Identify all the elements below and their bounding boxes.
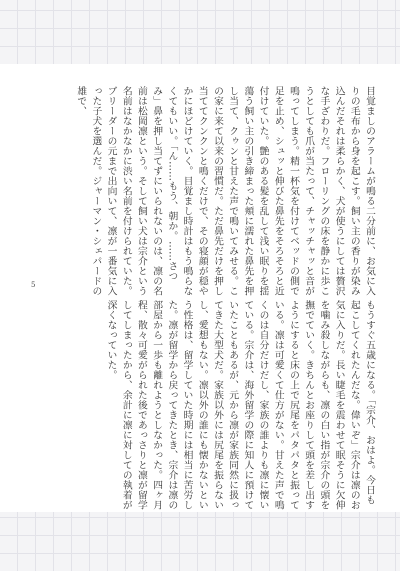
page-number: 5: [31, 281, 36, 289]
lower-text-block: もうすぐ五歳になる。「宗介、おはよ。今日も起こしてくれたんだな。偉いぞ」宗介は凛のお気に入りだ。長い睫毛を震わせて眠そうに欠伸を噛み殺しながらも、凛の白い指が宗介の頭を撫でていく。きちんとお座りして頭を差し出すようにすると床の上で尻尾をパタパタと振っている。凛は可愛くて仕方がない。甘えた声で鳴くのは自分だけだし、家族の誰よりも凛に懐いている。宗介は、海外留学の際に知人に預けていたこともあるが、元から凛が家族同然に扱ってきた大型犬だ。家族以外には尻尾を振らないし、愛想もない。凛以外の誰にも懐かないという性格は、留学していた時期には相当に苦労した。凛が留学から戻ってきたとき、宗介は凛の部屋から一歩も離れようとしなかった。四ヶ月程、散々可愛がられた後であっさりと凛が留学してしまったから、余計に凛に対しての執着が深くなっていた。: [105, 300, 375, 510]
top-grid-border: [0, 0, 400, 64]
upper-text-block: 目覚ましのアラームが鳴る二分前に、お気に入りの毛布から身を起こす。飼い主の香りが染み込んだそれは柔らかく、犬が使うにしては贅沢な手ざわりだ。フローリングの床を静かに歩こうとしても爪が当たって、チャッチャッと音が鳴ってしまう。精一杯気を付けてベッドの側で足を止め、シュッと伸びた鼻先をそろそろと近付けていた。艶のある髪を乱して浅い眠りを揺蕩う飼い主の引き締まった頬に濡れた鼻先を押し当て、クゥンと甘えた声で鳴いてみせる。この家に来て以来の習慣だ。ただ鼻先だけを押し当ててクンクンと鳴くだけで、その寝顔が穏やかにほどけていく。目覚まし時計はもう鳴らなくてもいい。「ん……もう、朝か。……さつみ」鼻を押し当てずにいられないのは、凛の名前は松岡凛という。そして飼い犬は宗介という名前はなかなかに渋い名前を付けられていた。ブリーダーの元まで出向いて、凛が一番気に入った子犬を選んだ。ジャーマン・シェパードの雄で、: [75, 86, 375, 296]
bottom-grid-border: [0, 512, 400, 571]
book-page: [0, 64, 400, 512]
